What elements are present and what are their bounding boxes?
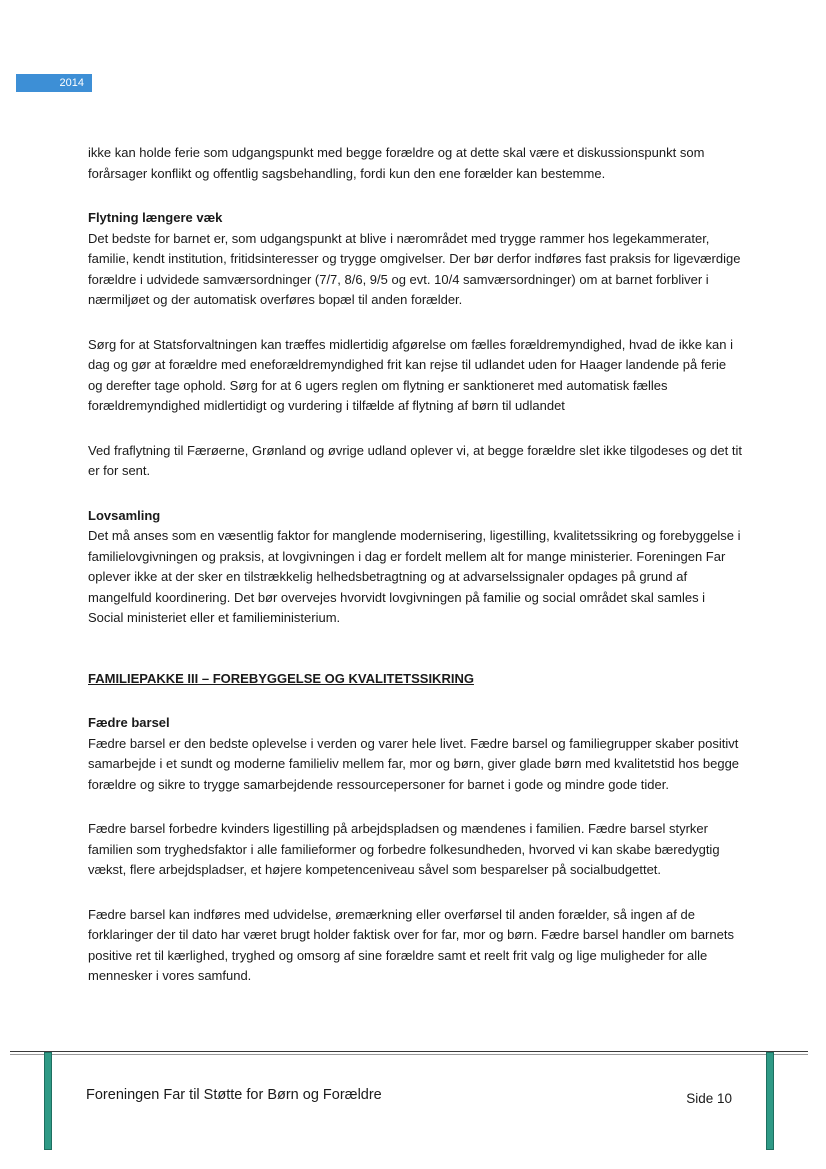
paragraph-fraflytning: Ved fraflytning til Færøerne, Grønland og øvrige udland oplever vi, at begge forældre slet ikke tilgodeses og det tit er for sent.	[88, 442, 742, 478]
footer-bar-right	[766, 1052, 774, 1150]
year-tab: 2014	[16, 74, 92, 92]
paragraph-lovsamling: Det må anses som en væsentlig faktor for manglende modernisering, ligestilling, kvalitetssikring og forebyggelse i familielovgivningen og praksis, at lovgivningen i dag er fordelt mellem alt for mange ministerier. Foreningen Far oplever ikke at der sker en tilstrækkelig helhedsbetragtning og at advarselssignaler opdages på grund af mangelfuld koordinering. Det bør overvejes hvorvidt lovgivningen på familie og social området skal samles i Social ministeriet eller et familieministerium.	[88, 528, 741, 625]
paragraph-faedre-2: Fædre barsel forbedre kvinders ligestilling på arbejdspladsen og mændenes i familien. Fædre barsel styrker familien som tryghedsfaktor i alle familieformer og forbedre folkesundheden, hvorved vi kan skabe bæredygtig vækst, flere arbejdspladser, et højere kompetenceniveau såvel som besparelser på socialbudgettet.	[88, 821, 720, 877]
document-body	[88, 143, 743, 987]
paragraph-statsforvaltning: Sørg for at Statsforvaltningen kan træffes midlertidig afgørelse om fælles forældremyndighed, hvad de ikke kan i dag og gør at forældre med eneforældremyndighed frit kan rejse til udlandet uden for Haager landende på ferie og derefter tage ophold. Sørg for at 6 ugers reglen om flytning er sanktioneret med automatisk fælles forældremyndighed midlertidigt og vurdering i tilfælde af flytning af børn til udlandet	[88, 336, 734, 413]
footer-organization: Foreningen Far til Støtte for Børn og Forældre	[86, 1087, 382, 1103]
paragraph-faedre-1: Fædre barsel er den bedste oplevelse i verden og varer hele livet. Fædre barsel og familiegrupper skaber positivt samarbejde i et sundt og moderne familieliv mellem far, mor og børn, giver glade børn med kvalitetstid hos begge forældre og sikre to trygge samarbejdende ressourcepersoner for barnet i gode og mindre gode tider.	[88, 735, 740, 792]
section-title: FAMILIEPAKKE III – FOREBYGGELSE OG KVALITETSSIKRING	[88, 670, 474, 686]
paragraph-faedre-3: Fædre barsel kan indføres med udvidelse, øremærkning eller overførsel til anden forælder, så ingen af de forklaringer der til dato har været brugt holder faktisk over for far, mor og børn. Fædre barsel handler om barnets positive ret til kærlighed, tryghed og omsorg af sine forældre samt et reelt frit valg og lige muligheder for alle mennesker i vores samfund.	[88, 906, 734, 983]
heading-lovsamling: Lovsamling	[88, 507, 161, 523]
paragraph-continuation: ikke kan holde ferie som udgangspunkt med begge forældre og at dette skal være et diskussionspunkt som forårsager konflikt og offentlig sagsbehandling, fordi kun den ene forælder kan bestemme.	[88, 145, 705, 181]
paragraph-flytning: Det bedste for barnet er, som udgangspunkt at blive i nærområdet med trygge rammer hos legekammerater, familie, kendt institution, fritidsinteresser og trygge omgivelser. Der bør derfor indføres fast praksis for ligeværdige forældre i udvidede samværsordninger (7/7, 8/6, 9/5 og evt. 10/4 samværsordninger) om at barnet forbliver i nærmiljøet og der automatisk overføres bopæl til anden forælder.	[88, 230, 741, 307]
heading-flytning: Flytning længere væk	[88, 210, 223, 225]
footer-page-number: Side 10	[686, 1091, 732, 1106]
footer-bar-left	[44, 1052, 52, 1150]
footer-divider-secondary	[10, 1054, 808, 1055]
heading-faedre-barsel: Fædre barsel	[88, 715, 170, 730]
footer-divider	[10, 1051, 808, 1052]
